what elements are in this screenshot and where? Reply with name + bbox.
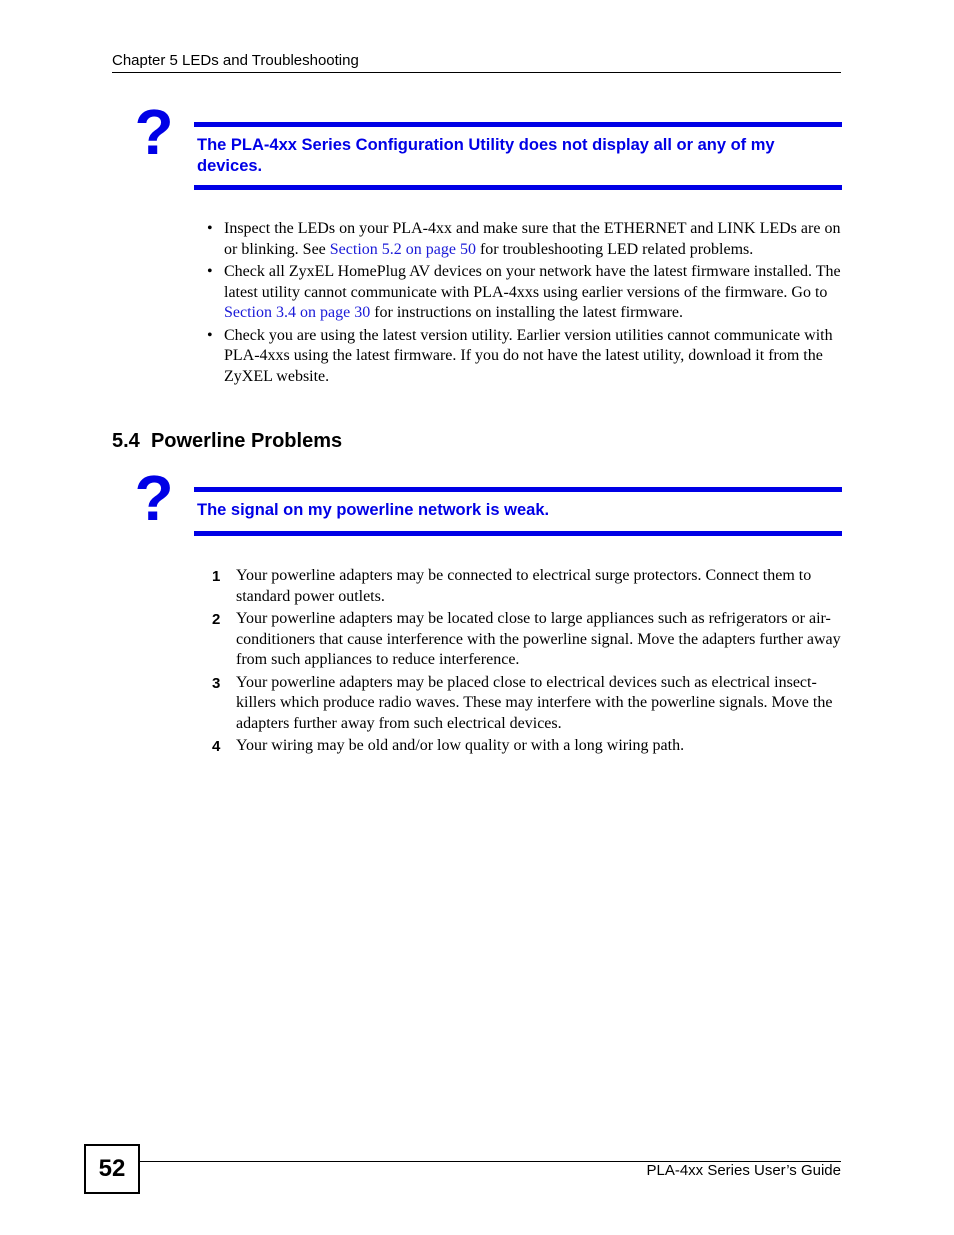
running-header xyxy=(112,52,841,73)
list-item: 4 Your wiring may be old and/or low quality or with a long wiring path. xyxy=(204,736,844,757)
step-number: 2 xyxy=(212,611,221,628)
chapter-title: Chapter 5 LEDs and Troubleshooting xyxy=(112,52,359,69)
question-text: The signal on my powerline network is weak. xyxy=(197,501,550,519)
step-number: 1 xyxy=(212,568,221,585)
numbered-list xyxy=(204,566,844,759)
bullet-icon: • xyxy=(207,326,213,344)
question-text: The PLA-4xx Series Configuration Utility does not display all or any of my devices. xyxy=(197,136,775,175)
bullet-icon: • xyxy=(207,263,213,280)
list-item: 3 Your powerline adapters may be placed close to electrical devices such as electrical insect-killers which produce radio waves. These may interfere with the powerline signals. Move the adapters further away from such electrical devices. xyxy=(212,673,833,732)
section-link[interactable]: Section 3.4 on page 30 xyxy=(224,304,371,321)
bullet-icon: • xyxy=(207,220,213,237)
question-box xyxy=(194,487,842,536)
list-item: 1 Your powerline adapters may be connected to electrical surge protectors. Connect them to standard power outlets. xyxy=(212,567,812,605)
section-link[interactable]: Section 5.2 on page 50 xyxy=(329,240,476,258)
step-number: 3 xyxy=(212,674,221,692)
list-item: • Check you are using the latest version utility. Earlier version utilities cannot communicate with PLA-4xxs using the latest firmware. If you do not have the latest utility, download it from the ZyXEL website. xyxy=(207,326,833,385)
question-box xyxy=(194,122,842,190)
question-mark-icon: ? xyxy=(134,96,174,168)
section-heading: 5.4 Powerline Problems xyxy=(112,430,343,452)
page-number: 52 xyxy=(84,1144,140,1194)
guide-title: PLA-4xx Series User’s Guide xyxy=(646,1162,841,1179)
question-mark-icon: ? xyxy=(134,462,174,534)
list-item: 2 Your powerline adapters may be located close to large appliances such as refrigerators or air-conditioners that cause interference with the powerline signal. Move the adapters further away from such appliances to reduce interference. xyxy=(212,610,841,668)
list-item: • Inspect the LEDs on your PLA-4xx and make sure that the ETHERNET and LINK LEDs are on or blinking. See Section 5.2 on page 50 for troubleshooting LED related problems. xyxy=(207,220,841,258)
list-item: • Check all ZyxEL HomePlug AV devices on your network have the latest firmware installed. The latest utility cannot communicate with PLA-4xxs using earlier versions of the firmware. Go to Section 3.4 on page 30 for instructions on installing the latest firmware. xyxy=(207,263,841,321)
bullet-list xyxy=(204,219,844,389)
step-number: 4 xyxy=(212,738,221,755)
